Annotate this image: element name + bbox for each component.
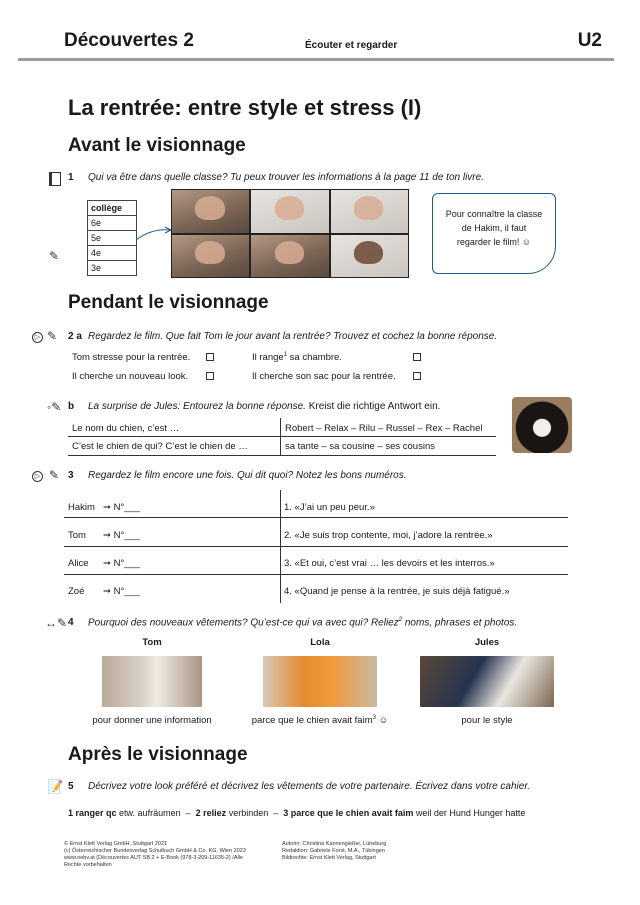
writing-pad-icon: 📝 — [47, 779, 64, 794]
number-blank[interactable]: ➞ N°___ — [103, 502, 141, 513]
arrow-pencil-icon: ↔✎ — [45, 616, 68, 630]
answer-options[interactable]: sa tante – sa cousine – ses cousins — [285, 441, 435, 452]
number-blank[interactable]: ➞ N°___ — [103, 558, 141, 569]
participant-photo — [251, 190, 328, 233]
option-text: Il cherche un nouveau look. — [72, 371, 189, 382]
circle-pencil-icon: ◦✎ — [47, 400, 62, 414]
video-call-photo — [171, 189, 409, 278]
participant-photo — [331, 235, 408, 278]
option-text: Il cherche son sac pour la rentrée. — [252, 371, 396, 382]
number-blank[interactable]: ➞ N°___ — [103, 586, 141, 597]
checkbox[interactable] — [206, 372, 214, 380]
section-avant: Avant le visionnage — [68, 135, 246, 156]
book-icon — [49, 172, 61, 186]
participant-photo — [251, 235, 328, 278]
glossary: 1 ranger qc etw. aufräumen – 2 reliez verbinden – 3 parce que le chien avait faim weil der Hund Hunger hatte — [68, 808, 526, 818]
header-divider — [18, 58, 614, 61]
table-divider — [68, 455, 496, 456]
class-cell[interactable]: 6e — [88, 216, 137, 231]
task1-instruction: Qui va être dans quelle classe? Tu peux trouver les informations à la page 11 de ton livre. — [88, 172, 484, 183]
checkbox[interactable] — [206, 353, 214, 361]
speaker-name: Tom — [68, 530, 86, 541]
quote-text: 4. «Quand je pense à la rentrée, je suis déjà fatigué.» — [284, 586, 510, 597]
tom-photo — [102, 656, 202, 707]
footer-credits: Autorin: Christina Kannengießer, Lüneburg Redaktion: Gabriele Forst, M.A., Tübingen Bildrechte: Ernst Klett Verlag, Stuttgart — [282, 841, 387, 861]
class-cell[interactable]: 5e — [88, 231, 137, 246]
person-name: Tom — [142, 637, 162, 648]
footer-copyright: © Ernst Klett Verlag GmbH, Stuttgart 2021 (c) Österreichischer Bundesverlag Schulbuch GmbH & Co. KG, Wien 2023 www.oebv.at (Découvertes AUT SB 2 + E-Book (978-3-209-11635-2) /Alle Rechte vorbehalten — [64, 841, 246, 868]
task2a-number: 2 a — [68, 331, 82, 342]
option-text: Il range$^1$ sa chambre. — [252, 352, 342, 364]
reason-caption[interactable]: pour donner une information — [92, 715, 212, 726]
jules-photo — [420, 656, 554, 707]
checkbox[interactable] — [413, 353, 421, 361]
question-text: Le nom du chien, c’est … — [72, 423, 180, 434]
task4-instruction: Pourquoi des nouveaux vêtements? Qu’est-ce qui va avec qui? Reliez$^2$ noms, phrases et photos. — [88, 617, 518, 629]
task1-number: 1 — [68, 172, 74, 183]
table-divider — [64, 574, 568, 575]
speaker-name: Zoé — [68, 586, 85, 597]
table-divider — [64, 546, 568, 547]
participant-photo — [172, 190, 249, 233]
page-title: La rentrée: entre style et stress (I) — [68, 95, 422, 120]
task3-number: 3 — [68, 470, 74, 481]
hint-line: regarder le film! ☺ — [456, 237, 532, 247]
checkbox[interactable] — [413, 372, 421, 380]
section-apres: Après le visionnage — [68, 744, 248, 765]
pencil-icon: ✎ — [49, 468, 60, 482]
section-pendant: Pendant le visionnage — [68, 292, 269, 313]
task5-instruction: Décrivez votre look préféré et décrivez les vêtements de votre partenaire. Écrivez dans votre cahier. — [88, 781, 531, 792]
participant-photo — [331, 190, 408, 233]
quote-text: 3. «Et oui, c’est vrai … les devoirs et les interros.» — [284, 558, 495, 569]
class-cell[interactable]: 4e — [88, 246, 137, 261]
task3-instruction: Regardez le film encore une fois. Qui dit quoi? Notez les bons numéros. — [88, 470, 407, 481]
pencil-cross-icon: ✎ — [47, 329, 58, 343]
lola-photo — [263, 656, 377, 707]
table-divider — [280, 418, 281, 455]
class-table-header: collège — [88, 201, 137, 216]
speaker-name: Hakim — [68, 502, 95, 513]
task2b-number: b — [68, 401, 75, 412]
dog-photo — [512, 397, 572, 453]
pencil-icon: ✎ — [49, 249, 60, 263]
speaker-name: Alice — [68, 558, 89, 569]
task2a-instruction: Regardez le film. Que fait Tom le jour avant la rentrée? Trouvez et cochez la bonne réponse. — [88, 331, 498, 342]
page-subtitle: Écouter et regarder — [305, 40, 398, 51]
class-cell[interactable]: 3e — [88, 261, 137, 276]
video-disc-icon: ▷ — [32, 471, 43, 482]
task4-number: 4 — [68, 617, 74, 628]
class-table — [87, 200, 137, 276]
person-name: Lola — [310, 637, 330, 648]
connector-arrow — [134, 224, 174, 244]
option-text: Tom stresse pour la rentrée. — [72, 352, 191, 363]
reason-caption[interactable]: pour le style — [461, 715, 513, 726]
hint-line: Pour connaître la classe — [445, 209, 543, 219]
number-blank[interactable]: ➞ N°___ — [103, 530, 141, 541]
person-name: Jules — [474, 637, 500, 648]
hint-line: de Hakim, il faut — [461, 223, 527, 233]
answer-options[interactable]: Robert – Relax – Rilu – Russel – Rex – Rachel — [285, 423, 483, 434]
table-divider — [64, 517, 568, 518]
quote-text: 1. «J’ai un peu peur.» — [284, 502, 375, 513]
reason-caption[interactable]: parce que le chien avait faim$^3$ ☺ — [251, 715, 389, 727]
video-disc-icon: ▷ — [32, 332, 43, 343]
participant-photo — [172, 235, 249, 278]
brand-title: Découvertes 2 — [64, 30, 194, 51]
task2b-instruction: La surprise de Jules: Entourez la bonne réponse. Kreist die richtige Antwort ein. — [88, 401, 441, 412]
question-text: C’est le chien de qui? C’est le chien de … — [72, 441, 248, 452]
task5-number: 5 — [68, 781, 74, 792]
table-divider — [68, 436, 496, 437]
unit-label: U2 — [577, 30, 602, 51]
quote-text: 2. «Je suis trop contente, moi, j’adore la rentrée.» — [284, 530, 493, 541]
hint-bubble — [432, 193, 556, 274]
